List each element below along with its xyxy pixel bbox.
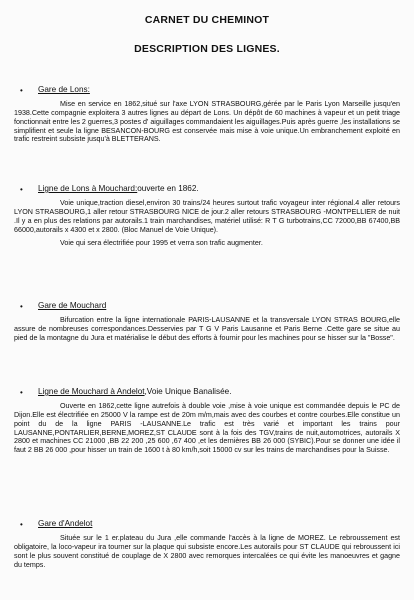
section-heading [38,519,92,529]
section-body [14,534,400,569]
section-heading-suffix: ,Voie Unique Banalisée. [144,387,232,396]
paragraph: Située sur le 1 er.plateau du Jura ,elle commande l'accès à la ligne de MOREZ. Le rebroussement est obligatoire, la loco-vapeur ira tourner sur la plaque qui subsiste encore.Les autorails pour ST CLAUDE qui rebroussent ici sont le plus souvent constitué de couplage de X 2800 avec remorques intercalées ce qui évite les manoeuvres et gagne du temps. [14,534,400,569]
section-heading-text: Gare d'Andelot [38,519,93,528]
bullet-icon: • [20,86,23,95]
document-subtitle: DESCRIPTION DES LIGNES. [134,43,280,55]
bullet-icon: • [20,302,23,311]
paragraph: Voie qui sera électrifiée pour 1995 et verra son trafic augmenter. [60,239,263,248]
section-body [14,316,400,343]
section-heading [38,184,199,194]
section-heading-text: Ligne de Mouchard à Andelot [38,387,145,396]
paragraph: Mise en service en 1862,situé sur l'axe LYON STRASBOURG,gérée par le Paris Lyon Marseille jusqu'en 1938.Cette compagnie exploitera 3 autres lignes au départ de Lons. Un dépôt de 60 machines à vapeur et un petit triage fonctionnait entre les 2 guerres,3 postes d' aiguillages commandaient les aiguillages.Puis après guerre ,les installations se simplifient et seule la ligne BESANCON-BOURG est conservée mais mise à voie unique.Un embranchement exploité en trafic restreint subsiste jusqu'à BLETTERANS. [14,100,400,144]
section-body [14,402,400,455]
bullet-icon: • [20,520,23,529]
paragraph: Ouverte en 1862,cette ligne autrefois à double voie ,mise à voie unique est commandée depuis le PC de Dijon.Elle est électrifiée en 25000 V la rampe est de 20m m/m,mais avec des courbes et contre courbes.Elle constitue un point du de la ligne PARIS -LAUSANNE.Le trafic est très varié et important les trains pour LAUSANNE,PONTARLIER,BERNE,MOREZ,ST CLAUDE sont à la fois des TGV,trains de nuit,automotrices, autorails X 2800 et machines CC 21000 ,BB 22 200 ,25 600 ,67 400 ,et les dernières BB 26 000 (SYBIC).Pour se donner une idée il faut 2 BB 26 000 ,pour hisser un train de 1600 t à 80 km/h,soit 15000 cv sur les trains de marchandises pour la Suisse. [14,402,400,455]
section-heading [38,85,90,95]
section-heading-suffix: ouverte en 1862. [137,184,199,193]
section-heading [38,301,106,311]
section-body [14,199,400,248]
paragraph: Bifurcation entre la ligne internationale PARIS-LAUSANNE et la transversale LYON STRAS BOURG,elle assure de nombreuses correspondances.Desservies par T G V Paris Lausanne et Paris Berne .Cette gare se situe au pied de la montagne du Jura et matérialise le début des efforts à fournir pour les machines pour se hisser sur la "Bosse". [14,316,400,342]
section-body [14,100,400,144]
paragraph: Voie unique,traction diesel,environ 30 trains/24 heures surtout trafic voyageur inter régional.4 aller retours LYON STRASBOURG,1 aller retour STRASBOURG NICE de jour.2 aller retours STRASBOURG -MONTPELLIER de nuit .Il y a en plus des relations par autorails.1 train marchandises, matériel utilisé: R T G turbotrains,CC 72000,BB 67400,BB 66000,autorails x 4300 et x 2800. (Bloc Manuel de Voie Unique). [14,199,400,234]
bullet-icon: • [20,185,23,194]
section-heading-text: Ligne de Lons à Mouchard: [38,184,138,193]
section-heading-text: Gare de Mouchard [38,301,107,310]
document-title: CARNET DU CHEMINOT [144,14,270,26]
bullet-icon: • [20,388,23,397]
section-heading-text: Gare de Lons: [38,85,90,94]
section-heading [38,387,231,397]
